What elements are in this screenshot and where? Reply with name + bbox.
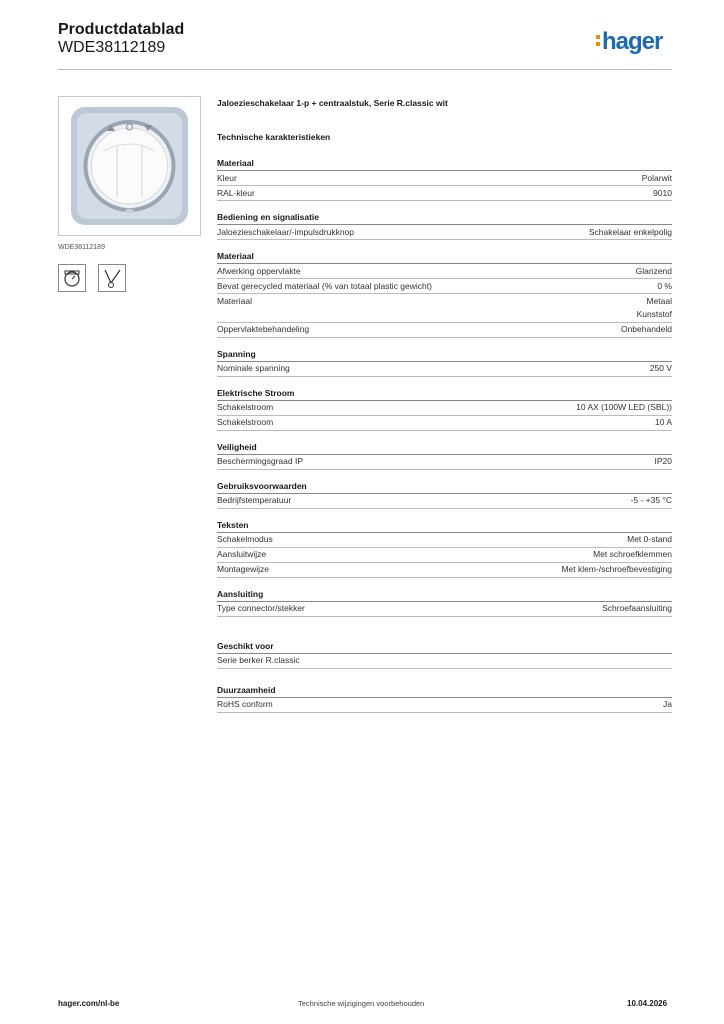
spec-label: Schakelstroom [217, 417, 274, 427]
spec-value: Met klem-/schroefbevestiging [561, 564, 672, 574]
spec-label: Beschermingsgraad IP [217, 456, 303, 466]
spec-value: 250 V [649, 363, 672, 373]
spec-label: Aansluitwijze [217, 549, 267, 559]
spec-value-line: Kunststof [636, 309, 672, 319]
spec-value: Glanzend [635, 265, 672, 276]
spec-label: Afwerking oppervlakte [217, 265, 301, 276]
spec-label: Schakelstroom [217, 402, 274, 412]
section-title: Duurzaamheid [217, 683, 672, 698]
spec-value: -5 - +35 °C [630, 495, 672, 505]
spec-value: Met schroefklemmen [593, 549, 672, 559]
spec-value: 10 AX (100W LED (SBL)) [576, 402, 672, 412]
switch-icon [98, 264, 126, 292]
spec-row [217, 294, 672, 323]
spec-value [637, 295, 672, 322]
spec-row [217, 225, 672, 240]
spec-label: Oppervlaktebehandeling [217, 324, 310, 334]
spec-value: Onbehandeld [620, 324, 672, 334]
logo-dots-icon [596, 35, 600, 49]
spec-row [217, 563, 672, 578]
footer-note: Technische wijzigingen voorbehouden [298, 999, 425, 1008]
image-caption: WDE38112189 [58, 244, 105, 251]
section-title: Aansluiting [217, 587, 672, 602]
spec-value: Polarwit [641, 172, 672, 183]
product-title: Jaloezieschakelaar 1-p + centraalstuk, Serie R.classic wit [217, 98, 448, 108]
article-number: WDE38112189 [58, 39, 166, 56]
spec-label: Type connector/stekker [217, 603, 305, 613]
section-title: Veiligheid [217, 440, 672, 455]
spec-row [217, 533, 672, 548]
footer-website: hager.com/nl-be [58, 999, 120, 1008]
section-title: Elektrische Stroom [217, 386, 672, 401]
section-title: Materiaal [217, 249, 672, 264]
spec-label: RoHS conform [217, 699, 273, 709]
spec-value: Schakelaar enkelpolig [588, 226, 672, 237]
spec-label: Nominale spanning [217, 363, 290, 373]
spec-content [217, 96, 672, 713]
timer-icon [58, 264, 86, 292]
spec-label: Bevat gerecycled materiaal (% van totaal plastic gewicht) [217, 280, 432, 291]
section-title: Geschikt voor [217, 639, 672, 654]
spec-row [217, 698, 672, 713]
tech-heading: Technische karakteristieken [217, 132, 331, 142]
spec-row [217, 362, 672, 377]
spec-row [217, 323, 672, 338]
spec-row [217, 494, 672, 509]
spec-label: Serie berker R.classic [217, 655, 300, 665]
spec-row [217, 171, 672, 186]
section-title: Materiaal [217, 156, 672, 171]
section-title: Teksten [217, 518, 672, 533]
spec-value: Ja [663, 699, 672, 709]
spec-value: 0 % [657, 280, 672, 291]
hager-logo [596, 28, 662, 56]
spec-label: Materiaal [217, 295, 252, 306]
spec-row [217, 264, 672, 279]
spec-label: Bedrijfstemperatuur [217, 495, 292, 505]
spec-row [217, 279, 672, 294]
spec-value-line: Metaal [646, 295, 672, 306]
spec-row [217, 548, 672, 563]
footer-date: 10.04.2026 [627, 999, 668, 1008]
spec-value: 10 A [654, 417, 672, 427]
spec-row [217, 602, 672, 617]
spec-value: 9010 [653, 187, 672, 198]
spec-value: Met 0-stand [627, 534, 672, 544]
spec-label: Montagewijze [217, 564, 269, 574]
spec-row [217, 401, 672, 416]
spec-row [217, 455, 672, 470]
spec-row [217, 416, 672, 431]
page-title: Productdatablad [58, 21, 185, 38]
spec-value: IP20 [654, 456, 672, 466]
header-divider [58, 69, 672, 70]
spec-label: Jaloezieschakelaar/-impulsdrukknop [217, 226, 355, 237]
section-title: Spanning [217, 347, 672, 362]
logo-text: hager [602, 28, 663, 55]
spec-label: Kleur [217, 172, 237, 183]
section-title: Bediening en signalisatie [217, 210, 672, 225]
section-title: Gebruiksvoorwaarden [217, 479, 672, 494]
spec-label: Schakelmodus [217, 534, 273, 544]
rocker-switch-icon [59, 97, 200, 235]
spec-row [217, 186, 672, 201]
spec-label: RAL-kleur [217, 187, 255, 198]
spec-value: Schroefaansluiting [602, 603, 672, 613]
product-image [58, 96, 201, 236]
spec-row [217, 654, 672, 669]
